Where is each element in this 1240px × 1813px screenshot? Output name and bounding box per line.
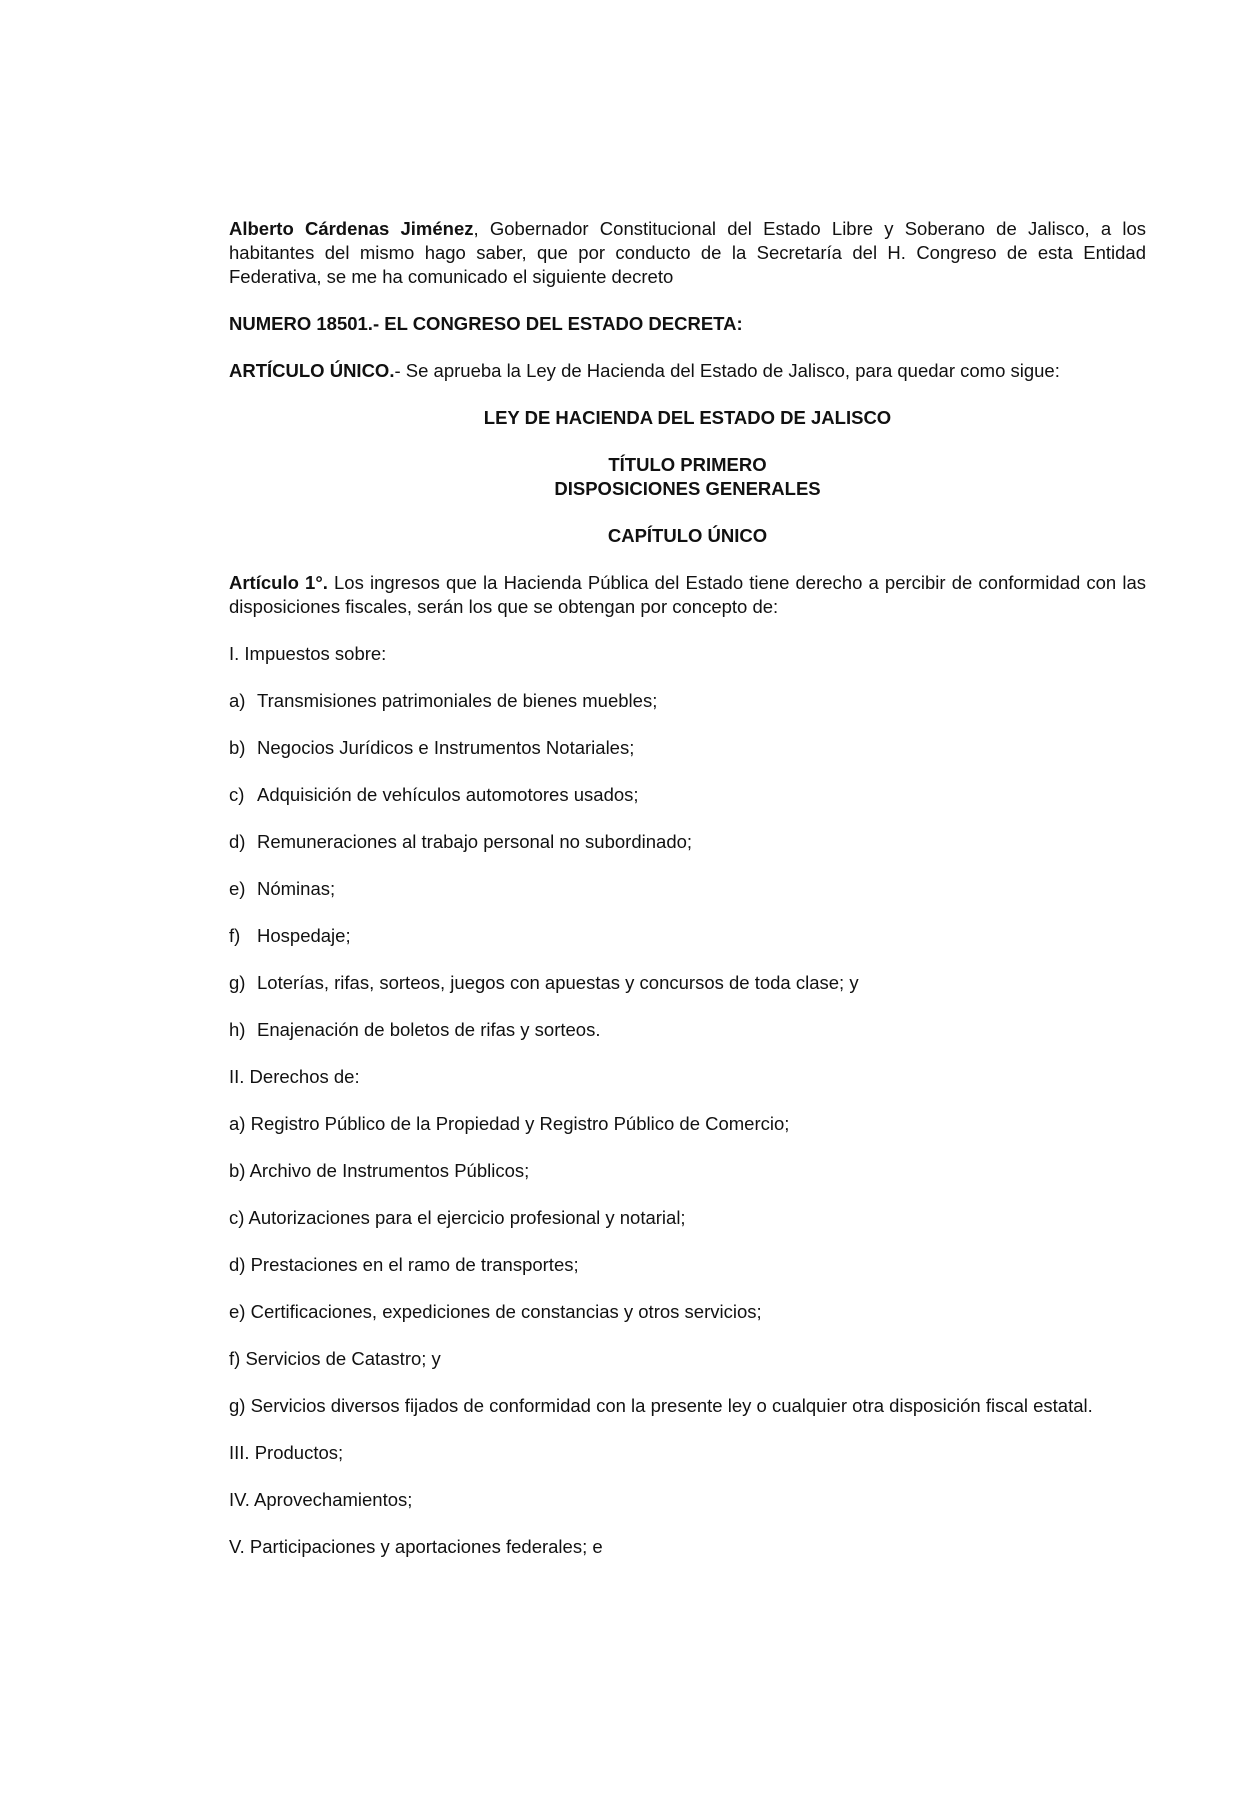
- articulo-unico-label: ARTÍCULO ÚNICO.: [229, 360, 395, 381]
- list-item: e) Certificaciones, expediciones de constancias y otros servicios;: [229, 1301, 762, 1322]
- articulo-unico-text: - Se aprueba la Ley de Hacienda del Estado de Jalisco, para quedar como sigue:: [394, 360, 1060, 381]
- list-item: g) Servicios diversos fijados de conformidad con la presente ley o cualquier otra disposición fiscal estatal.: [229, 1395, 1093, 1416]
- list-item: f) Servicios de Catastro; y: [229, 1348, 441, 1369]
- list-item: a) Registro Público de la Propiedad y Registro Público de Comercio;: [229, 1113, 790, 1134]
- intro-paragraph: [229, 217, 1146, 289]
- list-item: b) Archivo de Instrumentos Públicos;: [229, 1160, 530, 1181]
- section-2-heading: II. Derechos de:: [229, 1066, 360, 1087]
- document-page: [229, 217, 1146, 1582]
- list-item: g) Loterías, rifas, sorteos, juegos con apuestas y concursos de toda clase; y: [229, 972, 859, 993]
- articulo-1-text: Los ingresos que la Hacienda Pública del Estado tiene derecho a percibir de conformidad con las disposiciones fiscales, serán los que se obtengan por concepto de:: [229, 572, 1146, 617]
- section-5-heading: V. Participaciones y aportaciones federales; e: [229, 1536, 603, 1557]
- section-4-heading: IV. Aprovechamientos;: [229, 1489, 413, 1510]
- capitulo-heading: CAPÍTULO ÚNICO: [607, 525, 768, 546]
- intro-text: , Gobernador Constitucional del Estado Libre y Soberano de Jalisco, a los habitantes del mismo hago saber, que por conducto de la Secretaría del H. Congreso de esta Entidad Federativa, se me ha comunicado el siguiente decreto: [229, 218, 1146, 287]
- articulo-1-paragraph: [229, 571, 1146, 619]
- decree-number: NUMERO 18501.- EL CONGRESO DEL ESTADO DECRETA:: [229, 313, 743, 334]
- list-item: h) Enajenación de boletos de rifas y sorteos.: [229, 1019, 601, 1040]
- list-item: d) Remuneraciones al trabajo personal no subordinado;: [229, 831, 693, 852]
- articulo-1-label: Artículo 1°.: [229, 572, 328, 593]
- titulo-heading: TÍTULO PRIMERO: [608, 454, 767, 475]
- articulo-unico-paragraph: [229, 359, 1146, 383]
- titulo-subheading: DISPOSICIONES GENERALES: [554, 478, 821, 499]
- list-item: d) Prestaciones en el ramo de transportes;: [229, 1254, 579, 1275]
- list-item: f) Hospedaje;: [229, 925, 351, 946]
- list-item: b) Negocios Jurídicos e Instrumentos Notariales;: [229, 737, 635, 758]
- governor-name: Alberto Cárdenas Jiménez: [229, 218, 474, 239]
- list-item: e) Nóminas;: [229, 878, 336, 899]
- list-item: a) Transmisiones patrimoniales de bienes muebles;: [229, 690, 658, 711]
- section-3-heading: III. Productos;: [229, 1442, 344, 1463]
- section-1-heading: I. Impuestos sobre:: [229, 643, 387, 664]
- law-title: LEY DE HACIENDA DEL ESTADO DE JALISCO: [483, 407, 892, 428]
- list-item: c) Adquisición de vehículos automotores usados;: [229, 784, 639, 805]
- list-item: c) Autorizaciones para el ejercicio profesional y notarial;: [229, 1207, 686, 1228]
